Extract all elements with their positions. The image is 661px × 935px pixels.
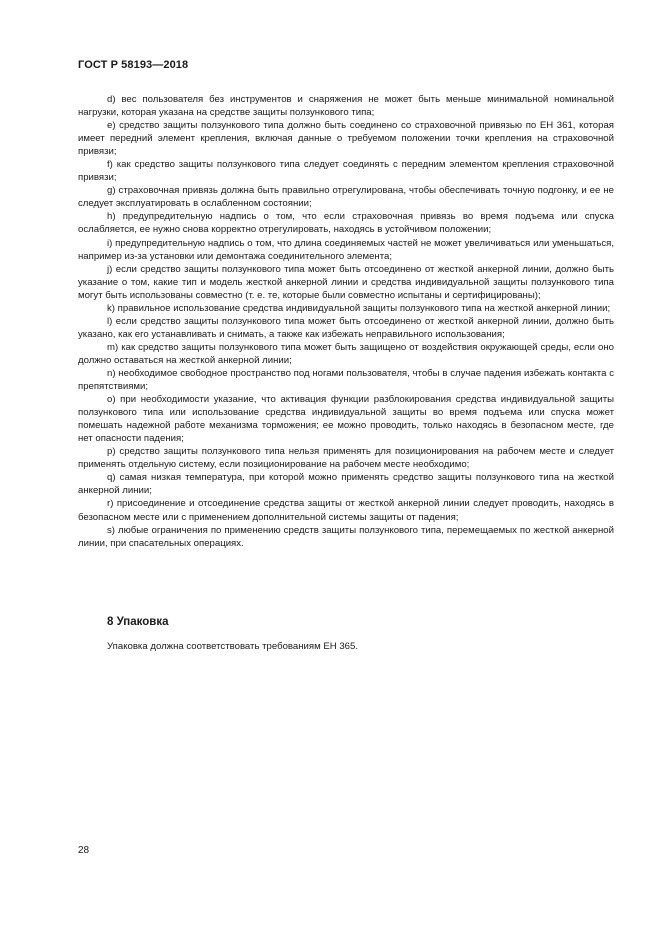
list-item-f: f) как средство защиты ползункового типа следует соединять с передним элементом крепления страховочной привязи;: [78, 159, 614, 184]
list-item-m: m) как средство защиты ползункового типа может быть защищено от воздействия окружающей среды, если оно должно оставаться на жесткой анкерной линии;: [78, 341, 614, 366]
list-item-o: o) при необходимости указание, что активация функции разблокирования средства индивидуальной защиты ползункового типа или использование средства индивидуальной защиты во время подъема или спуска может помешать надежной работе механизма торможения; ее можно проводить, только находясь в безопасном месте, где нет опасности падения;: [78, 394, 614, 445]
page-number: 28: [78, 845, 90, 856]
document-header: ГОСТ Р 58193—2018: [78, 59, 189, 71]
list-item-p: p) средство защиты ползункового типа нельзя применять для позиционирования на рабочем месте и следует применять отдельную систему, если позиционирование на рабочем месте необходимо;: [78, 446, 614, 471]
requirements-list: [78, 93, 614, 550]
list-item-q: q) самая низкая температура, при которой можно применять средство защиты ползункового типа на жесткой анкерной линии;: [78, 472, 614, 497]
list-item-l: l) если средство защиты ползункового типа может быть отсоединено от жесткой анкерной линии, должно быть указано, как его устанавливать и снимать, а также как избежать неправильного использования;: [78, 315, 614, 340]
list-item-k: k) правильное использование средства индивидуальной защиты ползункового типа на жесткой анкерной линии;: [107, 302, 611, 314]
list-item-h: h) предупредительную надпись о том, что если страховочная привязь во время подъема или спуска ослабляется, ее нужно снова корректно отрегулировать, находясь в устойчивом положении;: [78, 211, 614, 236]
list-item-d: d) вес пользователя без инструментов и снаряжения не может быть меньше минимальной номинальной нагрузки, которая указана на средстве защиты ползункового типа;: [78, 94, 614, 119]
list-item-n: n) необходимое свободное пространство под ногами пользователя, чтобы в случае падения избежать контакта с препятствиями;: [78, 367, 614, 393]
list-item-g: g) страховочная привязь должна быть правильно отрегулирована, чтобы обеспечивать точную подгонку, и ее не следует эксплуатировать в ослабленном состоянии;: [78, 185, 614, 210]
list-item-r: r) присоединение и отсоединение средства защиты от жесткой анкерной линии следует проводить, находясь в безопасном месте или с применением дополнительной системы защиты от падения;: [78, 498, 614, 523]
list-item-j: j) если средство защиты ползункового типа может быть отсоединено от жесткой анкерной линии, должно быть указание о том, какие тип и модель жесткой анкерной линии и средства индивидуальной защиты ползункового типа могут быть использованы совместно (т. е. те, которые были совместно испытаны и сертифицированы);: [78, 263, 614, 301]
section-heading: 8 Упаковка: [107, 616, 169, 628]
section-paragraph: Упаковка должна соответствовать требованиям ЕН 365.: [107, 641, 359, 652]
list-item-i: i) предупредительную надпись о том, что длина соединяемых частей не может увеличиваться или уменьшаться, например из-за установки или демонтажа соединительного элемента;: [78, 237, 614, 262]
list-item-e: e) средство защиты ползункового типа должно быть соединено со страховочной привязью по ЕН 361, которая имеет передний элемент крепления, включая данные о требуемом положении точки крепления на страховочной привязи;: [78, 120, 614, 158]
list-item-s: s) любые ограничения по применению средств защиты ползункового типа, перемещаемых по жесткой анкерной линии, при спасательных операциях.: [78, 524, 614, 549]
